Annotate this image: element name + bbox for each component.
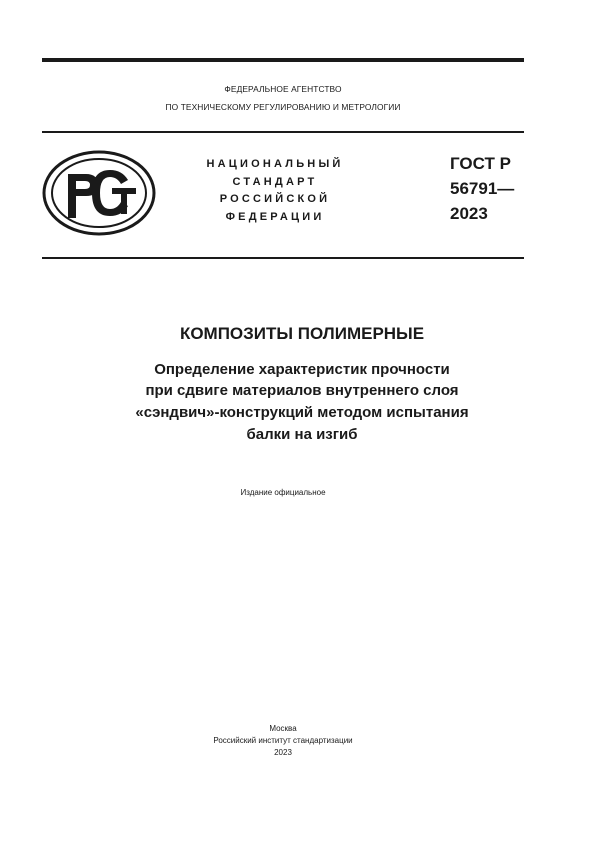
designation-line-2: 56791— (450, 179, 515, 198)
standard-type-line-3: РОССИЙСКОЙ (219, 193, 331, 205)
subtitle-line-2: при сдвиге материалов внутреннего слоя (145, 382, 459, 399)
agency-line-2: ПО ТЕХНИЧЕСКОМУ РЕГУЛИРОВАНИЮ И МЕТРОЛОГИИ (165, 102, 401, 112)
agency-line-1: ФЕДЕРАЛЬНОЕ АГЕНТСТВО (224, 84, 342, 94)
document-title: КОМПОЗИТЫ ПОЛИМЕРНЫЕ (179, 324, 425, 343)
header-rule (42, 131, 524, 133)
edition-label: Издание официальное (240, 488, 326, 497)
rst-logo-icon (42, 150, 156, 236)
designation-line-3: 2023 (450, 204, 488, 223)
subtitle-line-3: «сэндвич»-конструкций методом испытания (135, 404, 469, 421)
top-rule (42, 58, 524, 62)
standard-type-line-1: НАЦИОНАЛЬНЫЙ (206, 158, 344, 170)
header-bottom-rule (42, 257, 524, 259)
subtitle-line-4: балки на изгиб (246, 426, 358, 443)
standard-type-line-4: ФЕДЕРАЦИИ (225, 211, 325, 223)
imprint-publisher: Российский институт стандартизации (213, 736, 353, 745)
designation-line-1: ГОСТ Р (450, 154, 511, 173)
imprint-city: Москва (269, 724, 297, 733)
standard-type-line-2: СТАНДАРТ (232, 176, 318, 188)
imprint-year: 2023 (274, 748, 292, 757)
subtitle-line-1: Определение характеристик прочности (154, 361, 450, 378)
